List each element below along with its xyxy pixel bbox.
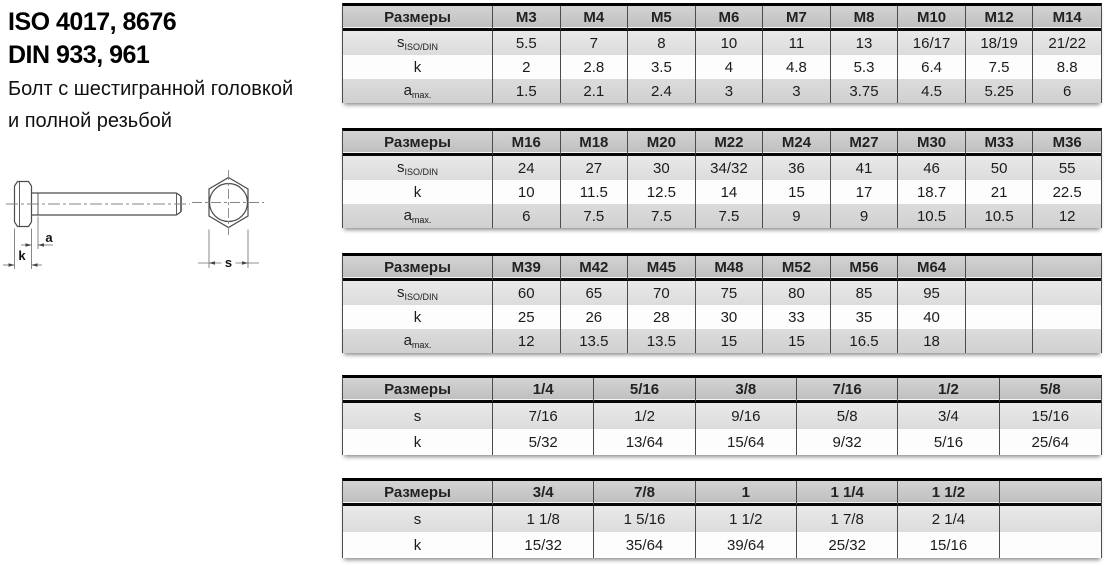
value-cell: 5/16 — [898, 429, 999, 455]
size-column-header: M10 — [898, 6, 966, 31]
dimension-lines-side — [3, 217, 53, 270]
value-cell: 50 — [966, 156, 1034, 180]
size-column-header: M4 — [561, 6, 629, 31]
value-cell: 6.4 — [898, 55, 966, 79]
value-cell: 10 — [696, 31, 764, 55]
size-column-header: 7/16 — [797, 378, 898, 403]
row-label-k: k — [343, 180, 493, 204]
value-cell: 21 — [966, 180, 1034, 204]
row-label-s: $s_{ISO/DIN}$ — [343, 281, 493, 305]
product-description-line2: и полной резьбой — [8, 110, 172, 132]
size-column-header: M7 — [763, 6, 831, 31]
value-cell: 6 — [1033, 79, 1101, 103]
value-cell: 5/8 — [797, 403, 898, 429]
value-cell: 7.5 — [696, 204, 764, 228]
dimension-label-k: k — [18, 248, 26, 263]
value-cell: 41 — [831, 156, 899, 180]
dimension-row-k — [343, 55, 1101, 79]
size-column-header: 1/2 — [898, 378, 999, 403]
imperial-table-3-4-to-1-1-2 — [342, 478, 1102, 558]
value-cell: 14 — [696, 180, 764, 204]
dimension-row-s — [343, 506, 1101, 532]
value-cell: 34/32 — [696, 156, 764, 180]
row-label-s: s — [343, 403, 493, 429]
size-column-header: M16 — [493, 131, 561, 156]
size-column-header: 1 1/2 — [898, 481, 999, 506]
size-column-header: M36 — [1033, 131, 1101, 156]
row-label-k: k — [343, 532, 493, 558]
value-cell: 7.5 — [628, 204, 696, 228]
dimension-tables — [342, 3, 1102, 558]
size-column-header: 3/4 — [493, 481, 594, 506]
value-cell: 1/2 — [594, 403, 695, 429]
size-column-header: M12 — [966, 6, 1034, 31]
value-cell: 1.5 — [493, 79, 561, 103]
value-cell: 7.5 — [561, 204, 629, 228]
value-cell: 35 — [831, 305, 899, 329]
standard-title-iso: ISO 4017, 8676 — [8, 8, 177, 36]
value-cell: 10 — [493, 180, 561, 204]
dimension-row-a — [343, 329, 1101, 353]
value-cell: 3 — [696, 79, 764, 103]
value-cell: 65 — [561, 281, 629, 305]
value-cell: 18 — [898, 329, 966, 353]
value-cell: 15 — [763, 180, 831, 204]
size-column-header: M24 — [763, 131, 831, 156]
value-cell: 12 — [1033, 204, 1101, 228]
empty-cell — [966, 329, 1034, 353]
value-cell: 3 — [763, 79, 831, 103]
value-cell: 24 — [493, 156, 561, 180]
title-block — [8, 6, 340, 136]
value-cell: 4.5 — [898, 79, 966, 103]
size-column-header: M3 — [493, 6, 561, 31]
value-cell: 7 — [561, 31, 629, 55]
value-cell: 21/22 — [1033, 31, 1101, 55]
row-label-s: $s_{ISO/DIN}$ — [343, 31, 493, 55]
size-column-header: M48 — [696, 256, 764, 281]
size-column-header: 3/8 — [696, 378, 797, 403]
table-corner-label: Размеры — [343, 378, 493, 403]
size-column-header: M14 — [1033, 6, 1101, 31]
value-cell: 15/32 — [493, 532, 594, 558]
value-cell: 95 — [898, 281, 966, 305]
size-column-header: M56 — [831, 256, 899, 281]
table-corner-label: Размеры — [343, 256, 493, 281]
metric-table-m3-m14 — [342, 3, 1102, 103]
table-corner-label: Размеры — [343, 6, 493, 31]
empty-column-header — [966, 256, 1034, 281]
value-cell: 13/64 — [594, 429, 695, 455]
dimension-row-s — [343, 281, 1101, 305]
size-column-header: M52 — [763, 256, 831, 281]
value-cell: 9/16 — [696, 403, 797, 429]
value-cell: 10.5 — [966, 204, 1034, 228]
bolt-head-front-view — [192, 170, 264, 235]
empty-column-header — [1033, 256, 1101, 281]
size-column-header: 5/16 — [594, 378, 695, 403]
dimension-row-k — [343, 429, 1101, 455]
value-cell: 25/32 — [797, 532, 898, 558]
metric-table-m16-m36 — [342, 128, 1102, 228]
value-cell: 17 — [831, 180, 899, 204]
imperial-table-1-4-to-5-8 — [342, 375, 1102, 455]
bolt-side-view — [6, 182, 190, 227]
value-cell: 30 — [696, 305, 764, 329]
dimension-row-a — [343, 79, 1101, 103]
value-cell: 13.5 — [561, 329, 629, 353]
value-cell: 15/16 — [898, 532, 999, 558]
value-cell: 30 — [628, 156, 696, 180]
row-label-k: k — [343, 55, 493, 79]
value-cell: 25 — [493, 305, 561, 329]
size-column-header: 1/4 — [493, 378, 594, 403]
value-cell: 28 — [628, 305, 696, 329]
value-cell: 12.5 — [628, 180, 696, 204]
value-cell: 15 — [763, 329, 831, 353]
value-cell: 1 7/8 — [797, 506, 898, 532]
standard-title-din: DIN 933, 961 — [8, 41, 150, 69]
table-header-row — [343, 131, 1101, 156]
value-cell: 35/64 — [594, 532, 695, 558]
value-cell: 9 — [831, 204, 899, 228]
value-cell: 15/16 — [1000, 403, 1101, 429]
value-cell: 26 — [561, 305, 629, 329]
size-column-header: M20 — [628, 131, 696, 156]
size-column-header: M5 — [628, 6, 696, 31]
value-cell: 80 — [763, 281, 831, 305]
value-cell: 12 — [493, 329, 561, 353]
value-cell: 13.5 — [628, 329, 696, 353]
row-label-a: $a_{max.}$ — [343, 329, 493, 353]
empty-cell — [1000, 506, 1101, 532]
value-cell: 9/32 — [797, 429, 898, 455]
value-cell: 60 — [493, 281, 561, 305]
value-cell: 2 1/4 — [898, 506, 999, 532]
value-cell: 39/64 — [696, 532, 797, 558]
row-label-k: k — [343, 305, 493, 329]
dimension-row-s — [343, 403, 1101, 429]
dimension-row-k — [343, 180, 1101, 204]
size-column-header: M42 — [561, 256, 629, 281]
value-cell: 6 — [493, 204, 561, 228]
value-cell: 36 — [763, 156, 831, 180]
table-corner-label: Размеры — [343, 131, 493, 156]
value-cell: 18.7 — [898, 180, 966, 204]
value-cell: 4 — [696, 55, 764, 79]
value-cell: 1 5/16 — [594, 506, 695, 532]
value-cell: 22.5 — [1033, 180, 1101, 204]
value-cell: 3/4 — [898, 403, 999, 429]
value-cell: 3.75 — [831, 79, 899, 103]
size-column-header: 5/8 — [1000, 378, 1101, 403]
empty-cell — [966, 281, 1034, 305]
dimension-lines-front — [198, 230, 259, 269]
value-cell: 55 — [1033, 156, 1101, 180]
value-cell: 4.8 — [763, 55, 831, 79]
dimension-row-k — [343, 305, 1101, 329]
metric-table-m39-m64 — [342, 253, 1102, 353]
table-corner-label: Размеры — [343, 481, 493, 506]
value-cell: 7.5 — [966, 55, 1034, 79]
empty-cell — [1033, 281, 1101, 305]
dimension-label-a: a — [45, 230, 53, 245]
value-cell: 2.4 — [628, 79, 696, 103]
value-cell: 75 — [696, 281, 764, 305]
value-cell: 2.1 — [561, 79, 629, 103]
size-column-header: M6 — [696, 6, 764, 31]
value-cell: 16.5 — [831, 329, 899, 353]
value-cell: 1 1/2 — [696, 506, 797, 532]
size-column-header: M8 — [831, 6, 899, 31]
value-cell: 46 — [898, 156, 966, 180]
empty-cell — [966, 305, 1034, 329]
size-column-header: 1 — [696, 481, 797, 506]
row-label-k: k — [343, 429, 493, 455]
value-cell: 16/17 — [898, 31, 966, 55]
size-column-header: M64 — [898, 256, 966, 281]
value-cell: 1 1/8 — [493, 506, 594, 532]
value-cell: 33 — [763, 305, 831, 329]
value-cell: 11.5 — [561, 180, 629, 204]
row-label-s: s — [343, 506, 493, 532]
dimension-row-a — [343, 204, 1101, 228]
row-label-s: $s_{ISO/DIN}$ — [343, 156, 493, 180]
size-column-header: M18 — [561, 131, 629, 156]
empty-column-header — [1000, 481, 1101, 506]
value-cell: 8.8 — [1033, 55, 1101, 79]
dimension-row-k — [343, 532, 1101, 558]
table-header-row — [343, 481, 1101, 506]
value-cell: 11 — [763, 31, 831, 55]
empty-cell — [1033, 329, 1101, 353]
size-column-header: M33 — [966, 131, 1034, 156]
value-cell: 10.5 — [898, 204, 966, 228]
value-cell: 27 — [561, 156, 629, 180]
row-label-a: $a_{max.}$ — [343, 204, 493, 228]
table-header-row — [343, 6, 1101, 31]
value-cell: 70 — [628, 281, 696, 305]
empty-cell — [1000, 532, 1101, 558]
value-cell: 5.25 — [966, 79, 1034, 103]
value-cell: 13 — [831, 31, 899, 55]
row-label-a: $a_{max.}$ — [343, 79, 493, 103]
value-cell: 3.5 — [628, 55, 696, 79]
dimension-row-s — [343, 156, 1101, 180]
size-column-header: 7/8 — [594, 481, 695, 506]
table-header-row — [343, 256, 1101, 281]
table-header-row — [343, 378, 1101, 403]
size-column-header: M39 — [493, 256, 561, 281]
dimension-row-s — [343, 31, 1101, 55]
value-cell: 5.5 — [493, 31, 561, 55]
size-column-header: M22 — [696, 131, 764, 156]
value-cell: 40 — [898, 305, 966, 329]
empty-cell — [1033, 305, 1101, 329]
value-cell: 15/64 — [696, 429, 797, 455]
size-column-header: M45 — [628, 256, 696, 281]
value-cell: 7/16 — [493, 403, 594, 429]
value-cell: 18/19 — [966, 31, 1034, 55]
value-cell: 9 — [763, 204, 831, 228]
value-cell: 25/64 — [1000, 429, 1101, 455]
dimension-label-s: s — [224, 255, 233, 270]
value-cell: 8 — [628, 31, 696, 55]
value-cell: 85 — [831, 281, 899, 305]
size-column-header: M27 — [831, 131, 899, 156]
value-cell: 5/32 — [493, 429, 594, 455]
value-cell: 15 — [696, 329, 764, 353]
value-cell: 5.3 — [831, 55, 899, 79]
product-description-line1: Болт с шестигранной головкой — [8, 78, 294, 100]
size-column-header: 1 1/4 — [797, 481, 898, 506]
size-column-header: M30 — [898, 131, 966, 156]
value-cell: 2.8 — [561, 55, 629, 79]
value-cell: 2 — [493, 55, 561, 79]
